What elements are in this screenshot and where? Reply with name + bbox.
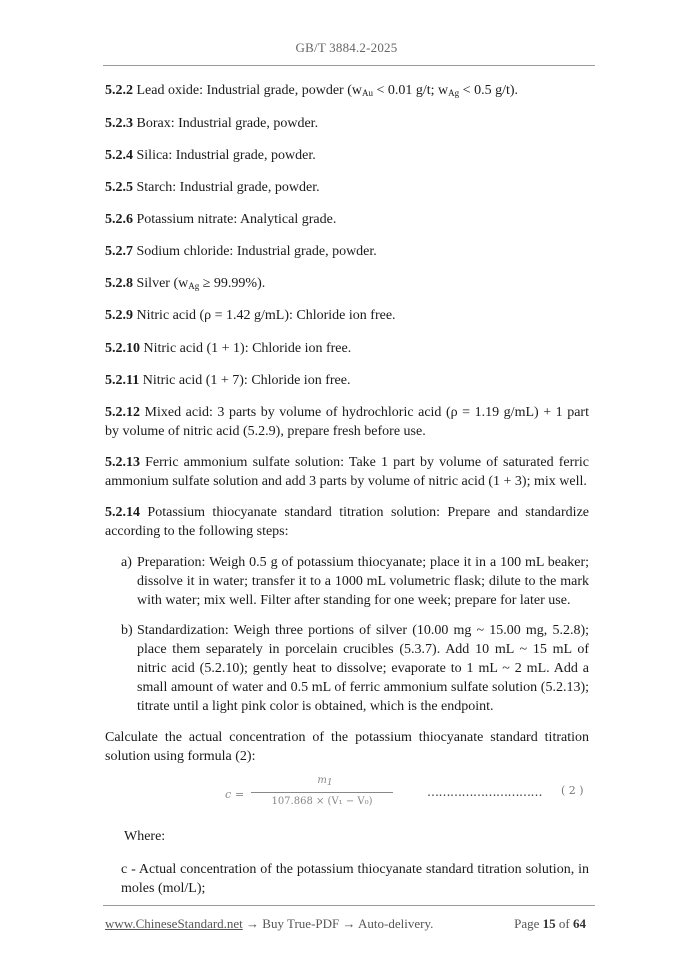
- clause-number: 5.2.11: [105, 373, 140, 388]
- clause-number: 5.2.4: [105, 148, 133, 163]
- clause-number: 5.2.7: [105, 244, 133, 259]
- step-marker: a): [121, 555, 132, 570]
- formula-2: [225, 775, 595, 820]
- delivery-text: Auto-delivery.: [358, 916, 434, 931]
- buy-link[interactable]: Buy True-PDF: [262, 916, 340, 931]
- clause-number: 5.2.5: [105, 180, 133, 195]
- item-5-2-2: 5.2.2 Lead oxide: Industrial grade, powder ($w_{Au} < 0.01$ g/t; $w_{Ag} < 0.5$ g/t).: [105, 83, 519, 98]
- clause-number: 5.2.14: [105, 505, 140, 520]
- header-rule: [103, 65, 595, 66]
- clause-number: 5.2.10: [105, 341, 140, 356]
- arrow-icon: →: [339, 916, 359, 931]
- arrow-icon: →: [242, 916, 263, 931]
- formula-numerator: $m_1$: [317, 775, 333, 788]
- clause-number: 5.2.9: [105, 308, 133, 323]
- page-number: 15: [542, 916, 556, 931]
- formula-denominator: 107.868 × (V₁ − V₀): [271, 796, 373, 807]
- clause-number: 5.2.8: [105, 276, 133, 291]
- item-5-2-11: 5.2.11 Nitric acid (1 + 7): Chloride ion free.: [105, 373, 351, 388]
- where-label: Where:: [124, 829, 166, 844]
- step-text: Standardization: Weigh three portions of silver (10.00 mg ~ 15.00 mg, 5.2.8); place them separately in porcelain crucibles (5.3.7). Add 10 mL ~ 15 mL of nitric acid (5.2.10); gently heat to dissolve; evaporate to 1 mL ~ 2 mL. Add a small amount of water and 0.5 mL of ferric ammonium sulfate solution (5.2.13); titrate until a light pink color is obtained, which is the endpoint.: [137, 623, 589, 714]
- clause-number: 5.2.12: [105, 405, 140, 420]
- step-text: Preparation: Weigh 0.5 g of potassium thiocyanate; place it in a 100 mL beaker; dissolve it in water; transfer it to a 1000 mL volumetric flask; dilute to the mark with water; mix well. Filter after standing for one week; prepare for later use.: [137, 555, 589, 608]
- item-5-2-7: 5.2.7 Sodium chloride: Industrial grade, powder.: [105, 244, 377, 259]
- clause-number: 5.2.13: [105, 455, 140, 470]
- calc-paragraph: Calculate the actual concentration of the potassium thiocyanate standard titration solution using formula (2):: [105, 730, 589, 764]
- document-header: GB/T 3884.2-2025: [295, 40, 398, 55]
- clause-number: 5.2.3: [105, 116, 133, 131]
- clause-number: 5.2.2: [105, 83, 133, 98]
- formula-equals: =: [235, 788, 245, 801]
- page-total: 64: [573, 916, 586, 931]
- step-marker: b): [121, 623, 133, 638]
- site-link[interactable]: www.ChineseStandard.net: [105, 916, 243, 931]
- footer-rule: [103, 905, 595, 906]
- definition-c: c - Actual concentration of the potassium thiocyanate standard titration solution, in moles (mol/L);: [121, 862, 589, 896]
- clause-number: 5.2.6: [105, 212, 133, 227]
- item-5-2-13: 5.2.13 Ferric ammonium sulfate solution: Take 1 part by volume of saturated ferric ammonium sulfate solution and add 3 parts by volume of nitric acid (1 + 3); mix well.: [105, 455, 589, 489]
- step-b: [121, 621, 589, 716]
- footer-links: [105, 916, 433, 932]
- fraction-bar: [251, 792, 393, 793]
- formula-number: ( 2 ): [561, 784, 584, 797]
- item-5-2-12: 5.2.12 Mixed acid: 3 parts by volume of hydrochloric acid (ρ = 1.19 g/mL) + 1 part by volume of nitric acid (5.2.9), prepare fresh before use.: [105, 405, 589, 439]
- item-5-2-5: 5.2.5 Starch: Industrial grade, powder.: [105, 180, 320, 195]
- item-5-2-4: 5.2.4 Silica: Industrial grade, powder.: [105, 148, 316, 163]
- subscript: Ag: [448, 88, 460, 98]
- subscript: Ag: [188, 281, 200, 291]
- page-indicator: Page 15 of 64: [514, 916, 586, 931]
- formula-leader: …………………………: [427, 785, 542, 799]
- step-a: [121, 553, 589, 610]
- item-5-2-14: 5.2.14 Potassium thiocyanate standard titration solution: Prepare and standardize according to the following steps:: [105, 505, 589, 539]
- item-5-2-6: 5.2.6 Potassium nitrate: Analytical grade.: [105, 212, 337, 227]
- formula-lhs: c: [225, 788, 232, 801]
- item-5-2-10: 5.2.10 Nitric acid (1 + 1): Chloride ion free.: [105, 341, 352, 356]
- subscript: Au: [361, 88, 373, 98]
- item-5-2-9: 5.2.9 Nitric acid (ρ = 1.42 g/mL): Chloride ion free.: [105, 308, 396, 323]
- item-5-2-3: 5.2.3 Borax: Industrial grade, powder.: [105, 116, 319, 131]
- item-5-2-8: 5.2.8 Silver $(w_{Ag} \ge 99.99\%)$.: [105, 276, 266, 291]
